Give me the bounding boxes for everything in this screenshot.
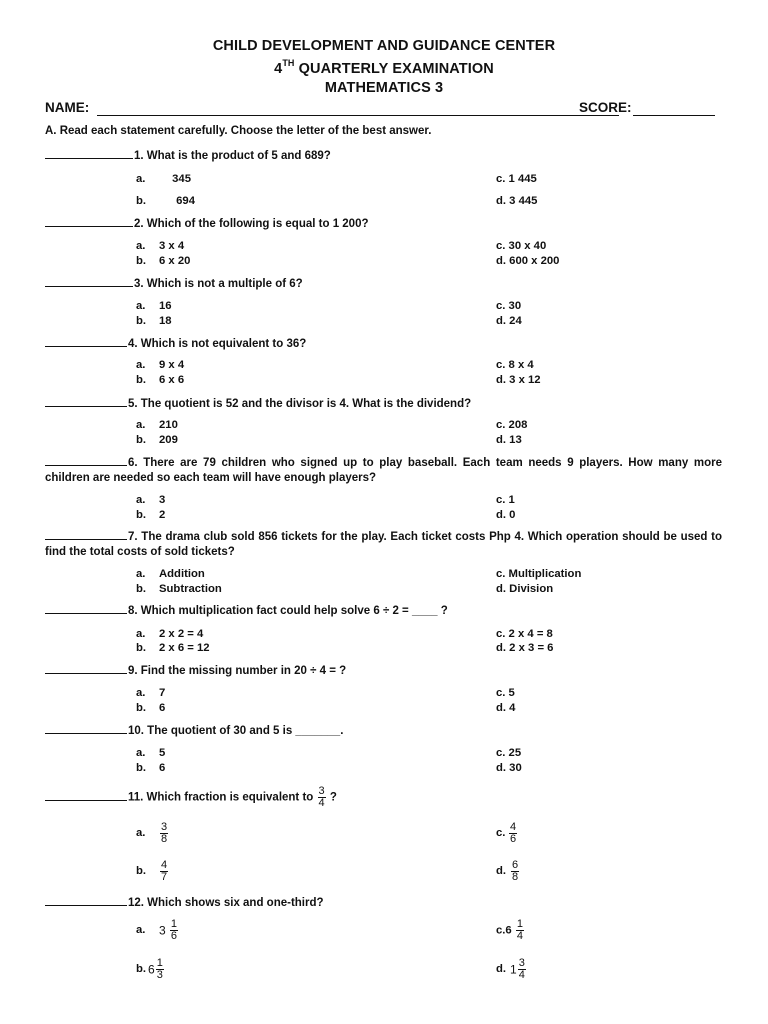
option-letter: a. — [136, 827, 146, 840]
question-text: 3. Which is not a multiple of 6? — [134, 278, 303, 290]
fraction-denominator: 4 — [518, 969, 525, 981]
option-c: c. Multiplication — [496, 568, 582, 580]
question-text: 12. Which shows six and one-third? — [128, 897, 324, 909]
option-d: d. 3 445 — [496, 195, 538, 207]
option-a — [136, 567, 205, 581]
option-letter: a. — [136, 240, 146, 252]
fraction-denominator: 4 — [318, 797, 325, 809]
option-b — [136, 860, 169, 883]
option-letter: a. — [136, 419, 146, 431]
option-text: 345 — [172, 173, 191, 185]
question-3 — [45, 276, 722, 292]
fraction-numerator: 1 — [516, 918, 523, 930]
option-text: 5 — [159, 747, 166, 759]
option-fraction — [170, 919, 178, 942]
option-letter-with-whole: c.6 — [496, 924, 512, 937]
fraction-numerator: 3 — [318, 785, 325, 797]
option-d: d. 30 — [496, 762, 522, 774]
option-letter: a. — [136, 173, 146, 185]
option-text: 3 x 4 — [159, 240, 185, 252]
fraction-denominator: 3 — [156, 969, 163, 981]
question-7 — [45, 529, 722, 560]
option-letter: b. — [136, 642, 147, 654]
option-c: c. 1 — [496, 494, 515, 506]
score-field-line[interactable] — [633, 115, 715, 116]
question-text: 1. What is the product of 5 and 689? — [134, 150, 331, 162]
option-a — [136, 919, 179, 942]
answer-blank[interactable] — [45, 336, 127, 347]
answer-blank[interactable] — [45, 663, 127, 674]
subject-title: MATHEMATICS 3 — [324, 80, 444, 96]
option-letter: a. — [136, 300, 146, 312]
option-letter: b. — [136, 762, 147, 774]
question-text: 9. Find the missing number in 20 ÷ 4 = ? — [128, 665, 347, 677]
question-text: 5. The quotient is 52 and the divisor is 4. What is the dividend? — [128, 398, 472, 410]
exam-quarter-suffix: TH — [282, 58, 295, 68]
question-text: 2. Which of the following is equal to 1 200? — [134, 218, 369, 230]
school-name: CHILD DEVELOPMENT AND GUIDANCE CENTER — [212, 38, 556, 54]
option-letter: b. — [136, 255, 147, 267]
option-d: d. 3 x 12 — [496, 374, 541, 386]
question-text: 4. Which is not equivalent to 36? — [128, 338, 307, 350]
question-9 — [45, 663, 722, 679]
option-c: c. 8 x 4 — [496, 359, 534, 371]
option-fraction — [160, 822, 168, 845]
name-field-line[interactable] — [97, 115, 619, 116]
option-text: 2 x 2 = 4 — [159, 628, 204, 640]
option-d: d. 13 — [496, 434, 522, 446]
option-letter: b. — [136, 865, 147, 878]
option-text: 2 — [159, 509, 166, 521]
question-fraction — [318, 786, 326, 809]
option-c: c. 25 — [496, 747, 522, 759]
option-d: d. Division — [496, 583, 554, 595]
mixed-whole: 1 — [510, 962, 517, 977]
fraction-denominator: 6 — [170, 930, 177, 942]
exam-quarter-number: 4 — [274, 60, 283, 77]
question-11 — [45, 786, 722, 809]
question-4 — [45, 336, 722, 352]
option-c: c. 208 — [496, 419, 528, 431]
option-letter: b. — [136, 583, 147, 595]
option-d: d. 600 x 200 — [496, 255, 560, 267]
fraction-denominator: 7 — [161, 871, 168, 883]
exam-title-rest: QUARTERLY EXAMINATION — [294, 60, 494, 77]
answer-blank[interactable] — [45, 529, 127, 540]
option-letter: d. — [496, 865, 507, 878]
answer-blank[interactable] — [45, 603, 127, 614]
option-letter: b. — [136, 702, 147, 714]
option-text: Addition — [159, 568, 205, 580]
option-b — [136, 701, 165, 715]
option-b — [136, 641, 210, 655]
exam-title — [0, 59, 768, 77]
option-letter: b. — [136, 195, 147, 207]
option-letter: a. — [136, 924, 146, 937]
option-c: c. 2 x 4 = 8 — [496, 628, 553, 640]
answer-blank[interactable] — [45, 723, 127, 734]
instructions: A. Read each statement carefully. Choose the letter of the best answer. — [45, 125, 432, 137]
question-text: 7. The drama club sold 856 tickets for the play. Each ticket costs Php 4. Which operation should be used to find the total costs of sold tickets? — [45, 531, 722, 558]
question-text: 8. Which multiplication fact could help solve 6 ÷ 2 = ____ ? — [128, 605, 448, 617]
option-fraction — [160, 860, 168, 883]
option-text: 18 — [159, 315, 172, 327]
answer-blank[interactable] — [45, 790, 127, 801]
fraction-numerator: 3 — [161, 821, 168, 833]
option-d: d. 0 — [496, 509, 516, 521]
option-letter: a. — [136, 687, 146, 699]
option-b — [136, 508, 165, 522]
option-d — [496, 958, 527, 981]
option-text: 16 — [159, 300, 172, 312]
option-letter: a. — [136, 568, 146, 580]
name-label: NAME: — [45, 100, 90, 115]
option-text: 6 x 20 — [159, 255, 191, 267]
question-text: 11. Which fraction is equivalent to — [128, 791, 314, 804]
option-c — [496, 822, 518, 845]
option-d: d. 24 — [496, 315, 522, 327]
option-letter: a. — [136, 747, 146, 759]
fraction-numerator: 1 — [156, 957, 163, 969]
option-letter: a. — [136, 359, 146, 371]
fraction-denominator: 8 — [161, 833, 168, 845]
answer-blank[interactable] — [45, 276, 133, 287]
fraction-numerator: 1 — [170, 918, 177, 930]
question-5 — [45, 396, 722, 412]
option-fraction — [516, 919, 524, 942]
fraction-numerator: 4 — [510, 821, 517, 833]
fraction-denominator: 4 — [516, 930, 523, 942]
option-text: Subtraction — [159, 583, 222, 595]
question-text: 6. There are 79 children who signed up to play baseball. Each team needs 9 players. How many more children are needed so each team will have enough players? — [45, 457, 722, 484]
option-c: c. 30 x 40 — [496, 240, 547, 252]
option-b — [136, 373, 184, 387]
option-a — [136, 239, 184, 253]
option-letter: b. — [136, 963, 147, 976]
option-a — [136, 418, 178, 432]
option-fraction — [511, 860, 519, 883]
option-letter: a. — [136, 494, 146, 506]
option-letter: a. — [136, 628, 146, 640]
answer-blank[interactable] — [45, 216, 133, 227]
option-text: 6 x 6 — [159, 374, 185, 386]
answer-blank[interactable] — [45, 895, 127, 906]
option-text: 7 — [159, 687, 166, 699]
option-letter: b. — [136, 315, 147, 327]
option-a — [136, 686, 165, 700]
option-a — [136, 493, 165, 507]
option-b — [136, 761, 165, 775]
option-letter: b. — [136, 374, 147, 386]
question-2 — [45, 216, 722, 232]
option-c — [496, 919, 525, 942]
answer-blank[interactable] — [45, 148, 133, 159]
question-6 — [45, 455, 722, 486]
option-fraction — [518, 958, 526, 981]
option-c: c. 30 — [496, 300, 522, 312]
option-c: c. 5 — [496, 687, 515, 699]
option-d: d. 2 x 3 = 6 — [496, 642, 554, 654]
option-a — [136, 172, 191, 186]
fraction-numerator: 6 — [512, 859, 519, 871]
option-a — [136, 299, 172, 313]
answer-blank[interactable] — [45, 396, 127, 407]
option-a — [136, 627, 203, 641]
question-10 — [45, 723, 722, 739]
question-12 — [45, 895, 722, 911]
option-letter: b. — [136, 509, 147, 521]
option-text: 2 x 6 = 12 — [159, 642, 210, 654]
question-1 — [45, 148, 722, 164]
question-8 — [45, 603, 722, 619]
option-b — [136, 314, 172, 328]
fraction-numerator: 4 — [161, 859, 168, 871]
option-a — [136, 746, 165, 760]
option-text: 3 — [159, 494, 166, 506]
score-label: SCORE: — [579, 100, 632, 115]
option-text: 694 — [176, 195, 195, 207]
option-d: d. 4 — [496, 702, 516, 714]
option-text: 6 — [159, 762, 166, 774]
option-a — [136, 822, 169, 845]
option-d — [496, 860, 520, 883]
fraction-numerator: 3 — [518, 957, 525, 969]
option-b — [136, 433, 178, 447]
question-tail: ? — [329, 791, 337, 804]
option-text: 209 — [159, 434, 178, 446]
option-letter: d. — [496, 963, 507, 976]
option-text: 210 — [159, 419, 178, 431]
option-fraction — [509, 822, 517, 845]
option-b — [136, 254, 190, 268]
option-letter: b. — [136, 434, 147, 446]
option-b — [136, 958, 165, 981]
mixed-whole: 6 — [148, 962, 155, 977]
mixed-whole: 3 — [159, 923, 166, 938]
option-text: 6 — [159, 702, 166, 714]
fraction-denominator: 6 — [510, 833, 517, 845]
option-letter: c. — [496, 827, 506, 840]
question-text: 10. The quotient of 30 and 5 is _______. — [128, 725, 344, 737]
option-b — [136, 582, 222, 596]
answer-blank[interactable] — [45, 455, 127, 466]
option-a — [136, 358, 184, 372]
option-fraction — [156, 958, 164, 981]
option-c: c. 1 445 — [496, 173, 537, 185]
option-b — [136, 194, 195, 208]
option-text: 9 x 4 — [159, 359, 185, 371]
fraction-denominator: 8 — [512, 871, 519, 883]
